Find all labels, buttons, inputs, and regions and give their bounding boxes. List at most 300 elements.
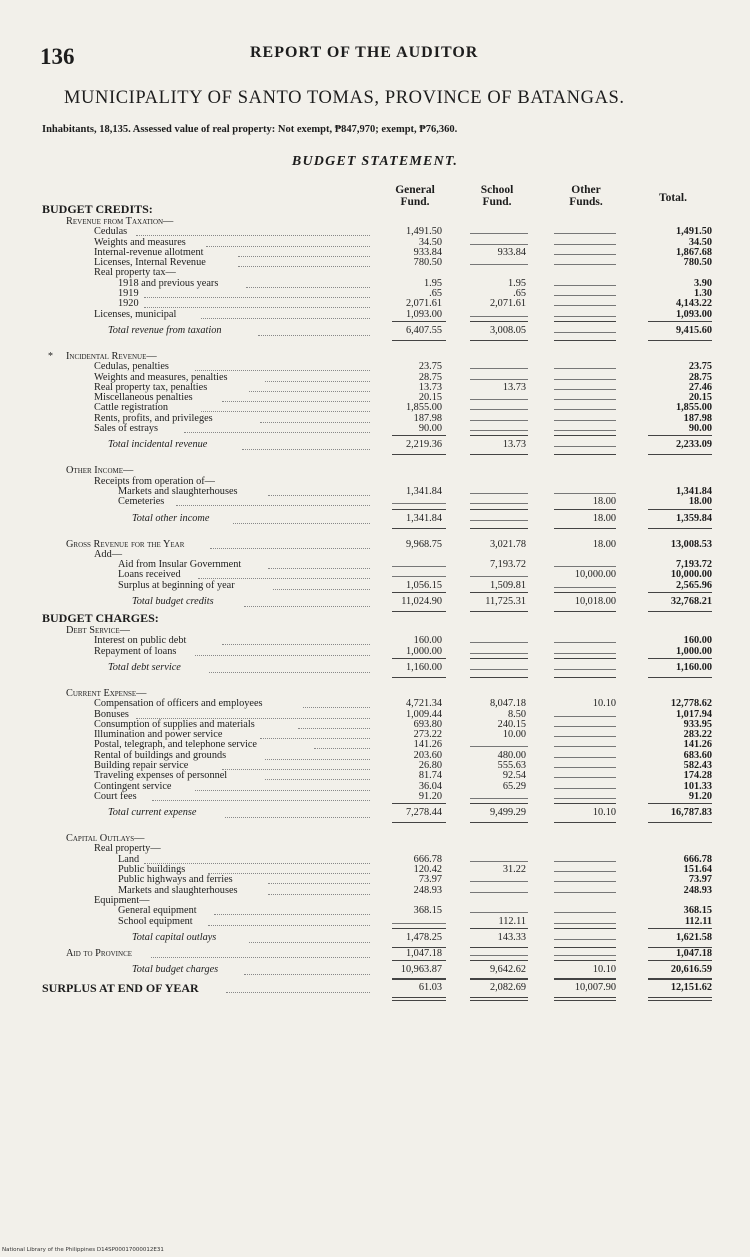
dot-leader	[151, 957, 370, 958]
empty-cell-rule	[554, 430, 616, 431]
row-label: Internal-revenue allotment	[94, 246, 204, 258]
cell-total: 1,017.94	[675, 708, 712, 720]
row-label: Total budget charges	[132, 964, 219, 976]
cell-school: 2,082.69	[489, 982, 526, 994]
dot-leader	[246, 287, 370, 288]
total-rule	[470, 822, 528, 823]
dot-leader	[265, 381, 370, 382]
total-rule	[470, 928, 528, 929]
row-label: School equipment	[118, 915, 193, 927]
cell-other: 10.10	[592, 964, 616, 976]
empty-cell-rule	[554, 871, 616, 872]
total-rule	[470, 321, 528, 322]
cell-general: 120.42	[413, 864, 442, 876]
empty-cell-rule	[554, 716, 616, 717]
table-row	[0, 792, 750, 802]
empty-cell-rule	[392, 923, 446, 924]
total-rule	[648, 658, 712, 659]
row-label: Rental of buildings and grounds	[94, 749, 227, 761]
cell-general: 248.93	[413, 884, 442, 896]
cell-general: 1,491.50	[405, 226, 442, 238]
table-row	[0, 289, 750, 299]
row-label: Cemeteries	[118, 496, 165, 508]
total-rule	[470, 978, 528, 979]
cell-total: 23.75	[688, 361, 712, 373]
total-rule	[392, 592, 446, 593]
dot-leader	[176, 505, 370, 506]
empty-cell-rule	[554, 389, 616, 390]
row-label: Current Expense—	[66, 687, 147, 699]
cell-general: .65	[429, 288, 442, 300]
cell-school: 13.73	[502, 439, 526, 451]
empty-cell-rule	[470, 399, 528, 400]
cell-total: 20,616.59	[670, 964, 712, 976]
total-rule	[554, 677, 616, 678]
total-rule	[392, 435, 446, 436]
empty-cell-rule	[554, 757, 616, 758]
dot-leader	[222, 401, 370, 402]
row-label: Weights and measures, penalties	[94, 371, 228, 383]
cell-general: 273.22	[413, 729, 442, 741]
cell-school: 112.11	[498, 915, 526, 927]
row-label: Equipment—	[94, 894, 150, 906]
row-label: 1920	[118, 298, 139, 310]
total-rule	[554, 509, 616, 510]
table-row	[0, 560, 750, 570]
empty-cell-rule	[470, 409, 528, 410]
cell-school: 143.33	[497, 931, 526, 943]
row-label: Total other income	[132, 512, 210, 524]
total-rule	[554, 611, 616, 612]
cell-total: 3.90	[693, 277, 712, 289]
table-row	[0, 595, 750, 609]
row-label: 1918 and previous years	[118, 277, 219, 289]
row-label: Licenses, Internal Revenue	[94, 257, 206, 269]
dot-leader	[233, 523, 370, 524]
table-row	[0, 949, 750, 959]
total-rule	[470, 611, 528, 612]
empty-cell-rule	[554, 244, 616, 245]
empty-cell-rule	[470, 503, 528, 504]
row-label: Incidental Revenue—	[66, 350, 157, 362]
dot-leader	[303, 707, 370, 708]
cell-total: 90.00	[688, 423, 712, 435]
cell-general: 368.15	[413, 905, 442, 917]
row-label: BUDGET CREDITS:	[42, 202, 153, 216]
library-footer: National Library of the Philippines D14SP00017000012E31	[2, 1247, 164, 1253]
row-label: Other Income—	[66, 465, 134, 477]
total-rule	[648, 822, 712, 823]
empty-cell-rule	[470, 520, 528, 521]
row-label: Building repair service	[94, 759, 189, 771]
empty-cell-rule	[554, 305, 616, 306]
cell-general: 1,000.00	[405, 645, 442, 657]
total-rule	[554, 928, 616, 929]
dot-leader	[208, 925, 370, 926]
empty-cell-rule	[470, 912, 528, 913]
empty-cell-rule	[470, 420, 528, 421]
dot-leader	[222, 769, 370, 770]
total-rule	[648, 979, 712, 980]
cell-total: 1,160.00	[675, 661, 712, 673]
cell-school: 2,071.61	[489, 298, 526, 310]
cell-total: 174.28	[683, 770, 712, 782]
total-rule	[470, 803, 528, 804]
cell-general: 187.98	[413, 412, 442, 424]
double-rule	[392, 1000, 446, 1001]
dot-leader	[249, 942, 370, 943]
total-rule	[648, 528, 712, 529]
row-label: Total current expense	[108, 807, 197, 819]
cell-general: 1.95	[423, 277, 442, 289]
row-label: SURPLUS AT END OF YEAR	[42, 981, 199, 996]
cell-other: 18.00	[592, 496, 616, 508]
total-rule	[648, 803, 712, 804]
table-row	[0, 477, 750, 487]
row-label: Illumination and power service	[94, 729, 223, 741]
row-label: Licenses, municipal	[94, 308, 177, 320]
cell-total: 2,233.09	[675, 439, 712, 451]
cell-total: 1,621.58	[675, 931, 712, 943]
cell-school: 92.54	[502, 770, 526, 782]
empty-cell-rule	[554, 446, 616, 447]
empty-cell-rule	[392, 503, 446, 504]
dot-leader	[242, 449, 370, 450]
dot-leader	[314, 748, 370, 749]
cell-other: 10,007.90	[574, 982, 616, 994]
double-rule	[470, 1000, 528, 1001]
cell-general: 7,278.44	[405, 807, 442, 819]
empty-cell-rule	[554, 254, 616, 255]
page-number: 136	[40, 44, 75, 69]
row-label: Add—	[94, 548, 123, 560]
table-row	[0, 855, 750, 865]
cell-total: 2,565.96	[675, 579, 712, 591]
cell-total: 73.97	[688, 874, 712, 886]
row-label: Total budget credits	[132, 596, 214, 608]
cell-total: 933.95	[683, 718, 712, 730]
table-row	[0, 487, 750, 497]
cell-general: 1,009.44	[405, 708, 442, 720]
cell-general: 28.75	[418, 371, 442, 383]
cell-total: 1.30	[693, 288, 712, 300]
cell-general: 2,071.61	[405, 298, 442, 310]
empty-cell-rule	[470, 244, 528, 245]
row-label: Public highways and ferries	[118, 874, 233, 886]
empty-cell-rule	[554, 892, 616, 893]
total-rule	[392, 960, 446, 961]
dot-leader	[210, 548, 370, 549]
dot-leader	[222, 644, 370, 645]
row-label: Real property tax—	[94, 267, 176, 279]
row-label: Rents, profits, and privileges	[94, 412, 213, 424]
cell-total: 13,008.53	[670, 538, 712, 550]
total-rule	[392, 978, 446, 979]
cell-total: 32,768.21	[670, 596, 712, 608]
cell-general: 780.50	[413, 257, 442, 269]
cell-total: 34.50	[688, 236, 712, 248]
cell-total: 101.33	[683, 780, 712, 792]
cell-school: 7,193.72	[489, 559, 526, 571]
total-rule	[392, 997, 446, 998]
cell-total: 1,359.84	[675, 512, 712, 524]
row-label: Total incidental revenue	[108, 439, 208, 451]
row-label: Markets and slaughterhouses	[118, 485, 238, 497]
total-rule	[392, 340, 446, 341]
cell-total: 1,047.18	[675, 947, 712, 959]
dot-leader	[195, 790, 370, 791]
empty-cell-rule	[554, 587, 616, 588]
empty-cell-rule	[554, 777, 616, 778]
cell-general: 693.80	[413, 718, 442, 730]
cell-general: 34.50	[418, 236, 442, 248]
empty-cell-rule	[470, 233, 528, 234]
cell-general: 26.80	[418, 759, 442, 771]
total-rule	[554, 528, 616, 529]
cell-school: 480.00	[497, 749, 526, 761]
cell-school: 3,021.78	[489, 538, 526, 550]
total-rule	[554, 592, 616, 593]
table-row	[0, 581, 750, 591]
empty-cell-rule	[554, 368, 616, 369]
cell-general: 36.04	[418, 780, 442, 792]
empty-cell-rule	[554, 669, 616, 670]
cell-total: 368.15	[683, 905, 712, 917]
cell-total: 1,855.00	[675, 402, 712, 414]
dot-leader	[201, 318, 370, 319]
dot-leader	[298, 728, 370, 729]
total-rule	[470, 677, 528, 678]
dot-leader	[144, 297, 370, 298]
total-rule	[470, 435, 528, 436]
empty-cell-rule	[554, 285, 616, 286]
cell-total: 582.43	[683, 759, 712, 771]
cell-school: 1.95	[507, 277, 526, 289]
cell-general: 10,963.87	[400, 964, 442, 976]
dot-leader	[184, 432, 370, 433]
empty-cell-rule	[554, 493, 616, 494]
double-rule	[648, 1000, 712, 1001]
cell-general: 1,341.84	[405, 512, 442, 524]
row-label: Total capital outlays	[132, 931, 217, 943]
cell-general: 61.03	[418, 982, 442, 994]
cell-total: 12,778.62	[670, 698, 712, 710]
table-row	[0, 981, 750, 995]
total-rule	[470, 509, 528, 510]
cell-general: 91.20	[418, 790, 442, 802]
cell-general: 666.78	[413, 853, 442, 865]
empty-cell-rule	[554, 295, 616, 296]
empty-cell-rule	[554, 642, 616, 643]
column-header-general-fund: General Fund.	[395, 184, 435, 208]
dot-leader	[206, 246, 370, 247]
column-header-school-fund: School Fund.	[480, 184, 514, 208]
total-rule	[554, 435, 616, 436]
total-rule	[392, 509, 446, 510]
total-rule	[554, 997, 616, 998]
empty-cell-rule	[392, 576, 446, 577]
total-rule	[554, 822, 616, 823]
column-header-total: Total.	[658, 192, 687, 204]
cell-total: 1,093.00	[675, 308, 712, 320]
cell-general: 73.97	[418, 874, 442, 886]
cell-school: 1,509.81	[489, 579, 526, 591]
cell-total: 16,787.83	[670, 807, 712, 819]
cell-general: 1,478.25	[405, 931, 442, 943]
cell-total: 1,491.50	[675, 226, 712, 238]
row-label: Aid from Insular Government	[118, 559, 242, 571]
dot-leader	[226, 992, 370, 993]
cell-total: 12,151.62	[670, 982, 712, 994]
row-label: BUDGET CHARGES:	[42, 611, 159, 626]
dot-leader	[260, 738, 370, 739]
empty-cell-rule	[554, 912, 616, 913]
dot-leader	[238, 256, 370, 257]
dot-leader	[244, 606, 370, 607]
cell-total: 18.00	[688, 496, 712, 508]
total-rule	[648, 340, 712, 341]
cell-other: 10.10	[592, 807, 616, 819]
cell-school: 933.84	[497, 246, 526, 258]
dot-leader	[214, 914, 370, 915]
cell-school: 9,499.29	[489, 807, 526, 819]
table-row	[0, 550, 750, 560]
dot-leader	[265, 779, 370, 780]
table-row	[0, 268, 750, 278]
cell-general: 203.60	[413, 749, 442, 761]
empty-cell-rule	[554, 726, 616, 727]
budget-table	[0, 202, 750, 999]
cell-total: 28.75	[688, 371, 712, 383]
row-label: Contingent service	[94, 780, 172, 792]
cell-general: 933.84	[413, 246, 442, 258]
cell-general: 23.75	[418, 361, 442, 373]
total-rule	[554, 979, 616, 980]
cell-total: 9,415.60	[675, 324, 712, 336]
empty-cell-rule	[470, 881, 528, 882]
empty-cell-rule	[470, 861, 528, 862]
dot-leader	[152, 800, 370, 801]
cell-total: 4,143.22	[675, 298, 712, 310]
table-row	[0, 875, 750, 885]
table-row	[0, 806, 750, 820]
cell-total: 27.46	[688, 381, 712, 393]
empty-cell-rule	[554, 420, 616, 421]
cell-general: 1,341.84	[405, 485, 442, 497]
total-rule	[470, 658, 528, 659]
cell-total: 141.26	[683, 739, 712, 751]
cell-total: 1,000.00	[675, 645, 712, 657]
empty-cell-rule	[470, 264, 528, 265]
cell-total: 187.98	[683, 412, 712, 424]
total-rule	[648, 592, 712, 593]
row-label: Cattle registration	[94, 402, 169, 414]
cell-other: 10,000.00	[574, 569, 616, 581]
row-label: General equipment	[118, 905, 197, 917]
running-head: REPORT OF THE AUDITOR	[250, 44, 479, 61]
empty-cell-rule	[554, 566, 616, 567]
dot-leader	[195, 655, 370, 656]
total-rule	[392, 979, 446, 980]
empty-cell-rule	[554, 939, 616, 940]
cell-general: 6,407.55	[405, 324, 442, 336]
table-row	[0, 424, 750, 434]
row-label: Total revenue from taxation	[108, 324, 222, 336]
row-label: Loans received	[118, 569, 181, 581]
empty-cell-rule	[470, 379, 528, 380]
empty-cell-rule	[470, 430, 528, 431]
empty-cell-rule	[470, 642, 528, 643]
table-row	[0, 906, 750, 916]
cell-other: 18.00	[592, 538, 616, 550]
cell-school: 3,008.05	[489, 324, 526, 336]
cell-school: 31.22	[502, 864, 526, 876]
empty-cell-rule	[554, 316, 616, 317]
cell-general: 2,219.36	[405, 439, 442, 451]
dot-leader	[201, 411, 370, 412]
row-label: Receipts from operation of—	[94, 475, 215, 487]
cell-general: 9,968.75	[405, 538, 442, 550]
row-label: Public buildings	[118, 864, 186, 876]
cell-general: 20.15	[418, 392, 442, 404]
row-label: Weights and measures	[94, 236, 186, 248]
empty-cell-rule	[554, 653, 616, 654]
total-rule	[648, 611, 712, 612]
row-label: Land	[118, 853, 140, 865]
cell-other: 10,018.00	[574, 596, 616, 608]
empty-cell-rule	[554, 736, 616, 737]
cell-total: 666.78	[683, 853, 712, 865]
row-label: Capital Outlays—	[66, 833, 145, 845]
dot-leader	[258, 335, 370, 336]
row-label: Cedulas	[94, 226, 128, 238]
total-rule	[392, 822, 446, 823]
cell-general: 141.26	[413, 739, 442, 751]
total-rule	[554, 960, 616, 961]
municipality-title: MUNICIPALITY OF SANTO TOMAS, PROVINCE OF BATANGAS.	[64, 88, 625, 108]
row-label: Repayment of loans	[94, 645, 177, 657]
inhabitants-line: Inhabitants, 18,135. Assessed value of real property: Not exempt, ₱847,970; exempt, ₱76,360.	[42, 124, 458, 135]
row-label: Consumption of supplies and materials	[94, 718, 255, 730]
dot-leader	[209, 672, 370, 673]
column-header-other-funds: Other Funds.	[569, 184, 603, 208]
cell-total: 1,341.84	[675, 485, 712, 497]
total-rule	[470, 592, 528, 593]
total-rule	[470, 947, 528, 948]
empty-cell-rule	[554, 955, 616, 956]
total-rule	[648, 997, 712, 998]
empty-cell-rule	[554, 332, 616, 333]
cell-school: 10.00	[502, 729, 526, 741]
cell-school: 8,047.18	[489, 698, 526, 710]
table-row	[0, 963, 750, 977]
row-label: Sales of estrays	[94, 423, 159, 435]
empty-cell-rule	[470, 746, 528, 747]
empty-cell-rule	[470, 892, 528, 893]
total-rule	[648, 978, 712, 979]
cell-school: 240.15	[497, 718, 526, 730]
dot-leader	[244, 974, 370, 975]
total-rule	[470, 960, 528, 961]
row-label: Gross Revenue for the Year	[66, 538, 185, 550]
empty-cell-rule	[554, 788, 616, 789]
cell-total: 683.60	[683, 749, 712, 761]
total-rule	[392, 321, 446, 322]
dot-leader	[268, 495, 370, 496]
row-label: Real property—	[94, 843, 161, 855]
cell-total: 7,193.72	[675, 559, 712, 571]
cell-general: 1,047.18	[405, 947, 442, 959]
